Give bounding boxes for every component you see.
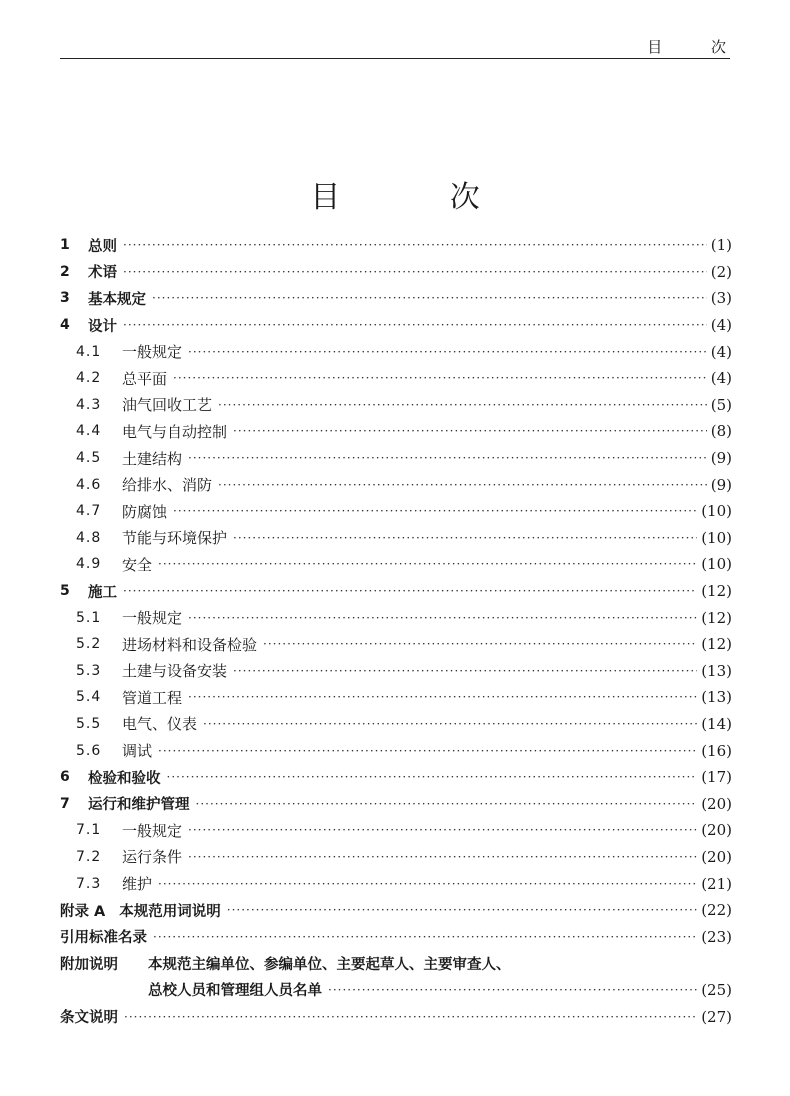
toc-entry[interactable] — [60, 578, 732, 605]
toc-entry-title: 防腐蚀 — [122, 502, 168, 521]
toc-entry[interactable] — [60, 392, 732, 419]
dot-leader — [188, 690, 697, 704]
toc-entry[interactable] — [60, 259, 732, 286]
toc-entry-number: 附录 A — [60, 903, 106, 920]
toc-entry[interactable] — [60, 471, 732, 498]
toc-entry-number: 5.5 — [76, 715, 102, 732]
toc-entry[interactable] — [60, 285, 732, 312]
toc-entry[interactable] — [60, 445, 732, 472]
toc-entry[interactable] — [60, 631, 732, 658]
toc-entry-title: 设计 — [88, 318, 117, 335]
toc-entry[interactable] — [60, 711, 732, 738]
toc-entry[interactable] — [60, 737, 732, 764]
dot-leader — [233, 664, 697, 678]
toc-entry-number: 4.3 — [76, 396, 102, 413]
toc-entry-title: 条文说明 — [60, 1010, 118, 1027]
toc-entry-number: 4.5 — [76, 450, 102, 467]
toc-entry-number: 4 — [60, 317, 70, 334]
dot-leader — [188, 611, 697, 625]
toc-entry-title: 油气回收工艺 — [122, 396, 213, 415]
toc-entry-page: (27) — [701, 1007, 732, 1026]
dot-leader — [123, 238, 707, 252]
toc-entry-number: 4.1 — [76, 343, 102, 360]
toc-entry-title: 电气、仪表 — [122, 715, 198, 734]
toc-entry-page: (20) — [701, 794, 732, 813]
toc-entry-title: 总校人员和管理组人员名单 — [148, 983, 322, 1000]
toc-entry-page: (23) — [701, 927, 732, 946]
toc-entry-number: 4.6 — [76, 476, 102, 493]
toc-entry-page: (17) — [701, 768, 732, 787]
toc-entry-title: 引用标准名录 — [60, 930, 147, 947]
toc-entry-title: 本规范主编单位、参编单位、主要起草人、主要审查人、 — [148, 956, 511, 973]
running-header-title: 目 次 — [647, 38, 748, 56]
toc-entry[interactable] — [60, 870, 732, 897]
toc-entry-page: (4) — [710, 342, 732, 361]
toc-entry-page: (9) — [710, 449, 732, 468]
toc-entry-number: 2 — [60, 263, 70, 280]
dot-leader — [123, 584, 697, 598]
toc-entry-page: (16) — [701, 741, 732, 760]
toc-entry[interactable] — [60, 365, 732, 392]
toc-entry[interactable] — [60, 950, 732, 977]
running-header — [60, 30, 748, 59]
dot-leader — [124, 1010, 697, 1024]
toc-entry[interactable] — [60, 817, 732, 844]
dot-leader — [218, 398, 707, 412]
toc-entry[interactable] — [60, 684, 732, 711]
toc-entry-number: 5.4 — [76, 689, 102, 706]
dot-leader — [227, 903, 697, 917]
page-title: 目 次 — [310, 180, 530, 215]
dot-leader — [188, 345, 707, 359]
toc-entry-page: (1) — [710, 236, 732, 255]
toc-entry-page: (9) — [710, 475, 732, 494]
toc-entry-number: 5.2 — [76, 636, 102, 653]
toc-entry[interactable] — [60, 1003, 732, 1030]
toc-entry-title: 给排水、消防 — [122, 476, 213, 495]
toc-entry-page: (10) — [701, 502, 732, 521]
toc-entry-number: 1 — [60, 237, 70, 254]
toc-entry-title: 土建与设备安装 — [122, 662, 228, 681]
dot-leader — [233, 531, 697, 545]
toc-entry-page: (20) — [701, 847, 732, 866]
toc-entry-title: 基本规定 — [88, 291, 146, 308]
toc-entry-page: (13) — [701, 688, 732, 707]
toc-entry-number: 5 — [60, 583, 70, 600]
toc-entry-title: 土建结构 — [122, 449, 183, 468]
toc-entry[interactable] — [60, 418, 732, 445]
toc-entry-title: 节能与环境保护 — [122, 529, 228, 548]
dot-leader — [158, 877, 697, 891]
toc-entry-number: 4.8 — [76, 529, 102, 546]
toc-entry-number: 7 — [60, 795, 70, 812]
toc-entry[interactable] — [60, 551, 732, 578]
toc-entry-page: (4) — [710, 369, 732, 388]
toc-entry-number: 5.3 — [76, 662, 102, 679]
toc-entry-title: 检验和验收 — [88, 770, 161, 787]
toc-entry[interactable] — [60, 764, 732, 791]
toc-entry-number: 3 — [60, 290, 70, 307]
toc-entry-title: 维护 — [122, 875, 153, 894]
toc-entry[interactable] — [60, 604, 732, 631]
toc-entry[interactable] — [60, 790, 732, 817]
toc-entry-number: 7.2 — [76, 848, 102, 865]
dot-leader — [152, 291, 707, 305]
toc-entry-number: 7.3 — [76, 875, 102, 892]
toc-entry[interactable] — [60, 498, 732, 525]
toc-entry-page: (22) — [701, 901, 732, 920]
toc-entry-page: (2) — [710, 262, 732, 281]
toc-entry-number: 4.7 — [76, 503, 102, 520]
toc-entry-title: 安全 — [122, 555, 153, 574]
dot-leader — [153, 930, 697, 944]
toc-entry-page: (5) — [710, 395, 732, 414]
toc-entry[interactable] — [60, 525, 732, 552]
toc-entry-number: 5.6 — [76, 742, 102, 759]
dot-leader — [218, 478, 707, 492]
toc-entry-page: (12) — [701, 582, 732, 601]
toc-entry[interactable] — [60, 977, 732, 1004]
toc-entry-title: 运行条件 — [122, 848, 183, 867]
toc-entry-title: 电气与自动控制 — [122, 422, 228, 441]
toc-entry-title: 进场材料和设备检验 — [122, 635, 258, 654]
toc-entry[interactable] — [60, 658, 732, 685]
toc-entry-page: (3) — [710, 289, 732, 308]
toc-entry-number: 4.4 — [76, 423, 102, 440]
toc-entry-page: (4) — [710, 316, 732, 335]
dot-leader — [188, 451, 707, 465]
dot-leader — [167, 770, 698, 784]
toc-entry[interactable] — [60, 923, 732, 950]
toc-entry-lead: 附加说明 — [60, 956, 118, 973]
toc-entry-number: 5.1 — [76, 609, 102, 626]
toc-entry-title: 本规范用词说明 — [119, 903, 221, 920]
dot-leader — [188, 850, 697, 864]
toc-entry-title: 运行和维护管理 — [88, 797, 190, 814]
toc-entry-title: 管道工程 — [122, 688, 183, 707]
toc-entry-title: 调试 — [122, 742, 153, 761]
dot-leader — [233, 424, 707, 438]
dot-leader — [123, 318, 707, 332]
toc-entry-number: 7.1 — [76, 822, 102, 839]
dot-leader — [328, 983, 697, 997]
dot-leader — [173, 504, 697, 518]
toc-entry-title: 施工 — [88, 584, 117, 601]
toc-entry[interactable] — [60, 312, 732, 339]
toc-entry-page: (21) — [701, 874, 732, 893]
toc-entry-page: (20) — [701, 821, 732, 840]
toc-entry[interactable] — [60, 232, 732, 259]
toc-entry[interactable] — [60, 844, 732, 871]
toc-entry-title: 一般规定 — [122, 821, 183, 840]
toc-entry-page: (12) — [701, 608, 732, 627]
toc-entry[interactable] — [60, 338, 732, 365]
toc-entry-title: 总平面 — [122, 369, 168, 388]
toc-entry-title: 一般规定 — [122, 343, 183, 362]
toc-entry-page: (13) — [701, 661, 732, 680]
dot-leader — [203, 717, 697, 731]
toc-entry-title: 一般规定 — [122, 609, 183, 628]
toc-entry-page: (14) — [701, 714, 732, 733]
toc-entry-page: (10) — [701, 555, 732, 574]
toc-entry-page: (10) — [701, 528, 732, 547]
dot-leader — [196, 797, 698, 811]
dot-leader — [263, 637, 697, 651]
toc-entry-page: (25) — [701, 980, 732, 999]
toc-entry-number: 6 — [60, 769, 70, 786]
table-of-contents — [60, 232, 732, 1030]
dot-leader — [158, 557, 697, 571]
toc-entry-number: 4.2 — [76, 370, 102, 387]
toc-entry[interactable] — [60, 897, 732, 924]
toc-entry-title: 总则 — [88, 238, 117, 255]
toc-entry-title: 术语 — [88, 265, 117, 282]
dot-leader — [188, 823, 697, 837]
dot-leader — [173, 371, 707, 385]
dot-leader — [123, 265, 707, 279]
toc-entry-page: (8) — [710, 422, 732, 441]
toc-entry-page: (12) — [701, 635, 732, 654]
toc-entry-number: 4.9 — [76, 556, 102, 573]
dot-leader — [158, 744, 697, 758]
